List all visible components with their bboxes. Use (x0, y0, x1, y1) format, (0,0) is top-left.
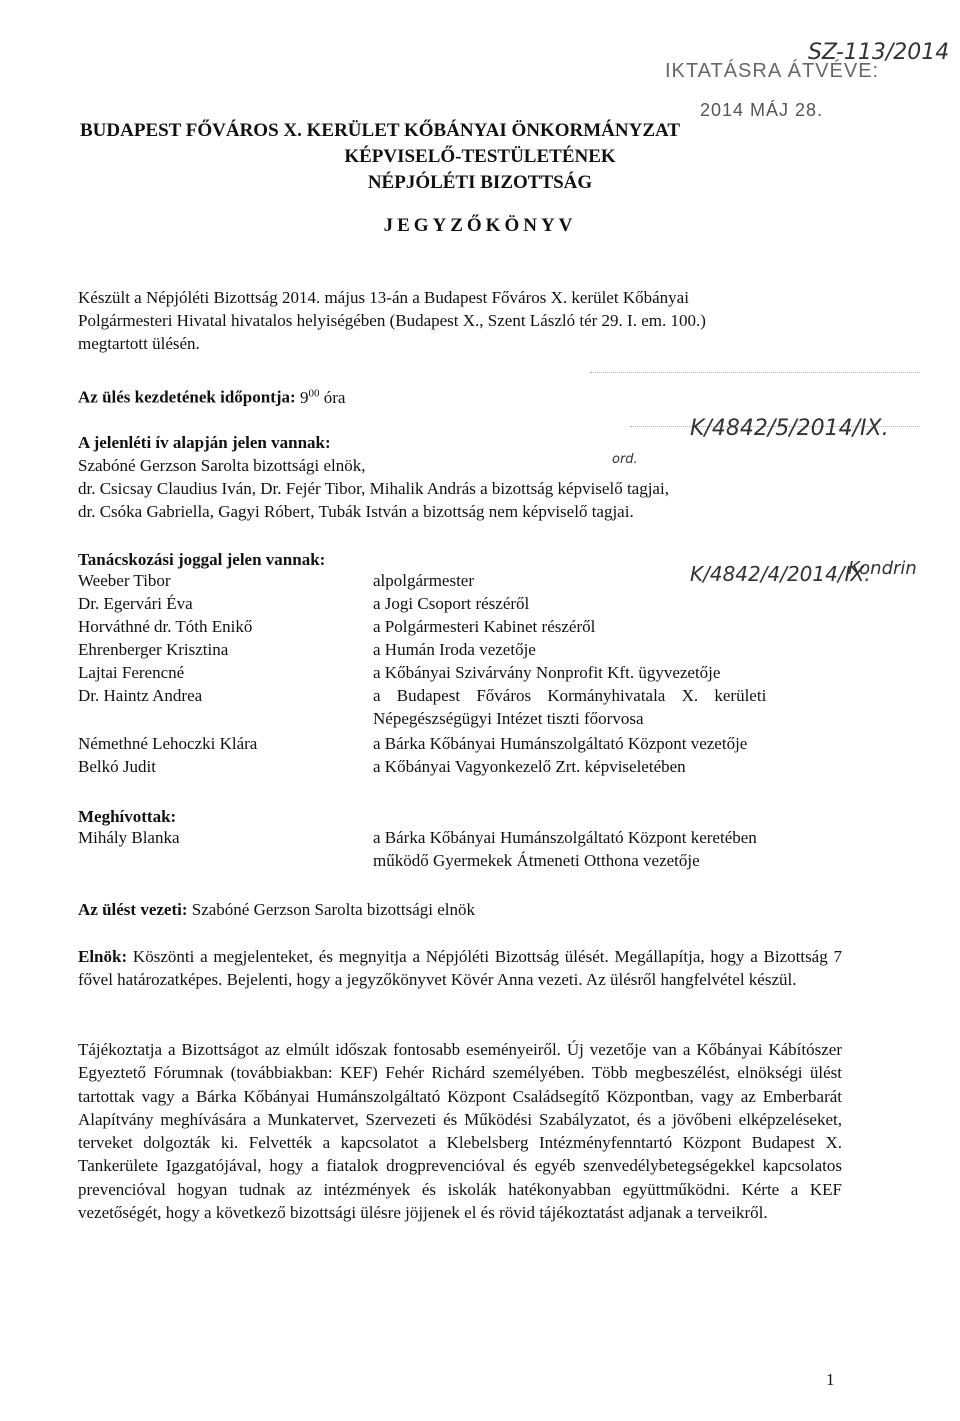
present-line-3: dr. Csóka Gabriella, Gagyi Róbert, Tubák István a bizottság nem képviselő tagjai. (78, 502, 634, 521)
present-heading: A jelenléti ív alapján jelen vannak: (78, 433, 331, 452)
header-line-2: KÉPVISELŐ-TESTÜLETÉNEK (344, 146, 616, 167)
advisory-heading: Tanácskozási joggal jelen vannak: (78, 550, 326, 569)
page-number: 1 (826, 1370, 835, 1389)
advisory-role-6: a Budapest Főváros Kormányhivatala X. kerületi (373, 686, 767, 705)
advisory-name-7: Némethné Lehoczki Klára (78, 734, 258, 753)
invited-role-cont: működő Gyermekek Átmeneti Otthona vezetője (373, 851, 700, 870)
advisory-name-5: Lajtai Ferencné (78, 663, 185, 682)
advisory-role-2: a Jogi Csoport részéről (373, 594, 530, 613)
paragraph-1-text: Köszönti a megjelenteket, és megnyitja a Népjóléti Bizottság ülését. Megállapítja, hogy a Bizottság 7 fővel határozatképes. Bejelenti, hogy a jegyzőkönyvet Kövér Anna vezeti. Az ülésről hangfelvétel készül. (78, 947, 843, 990)
header-line-1: BUDAPEST FŐVÁROS X. KERÜLET KŐBÁNYAI ÖNKORMÁNYZAT (80, 120, 680, 141)
start-unit: óra (323, 387, 346, 407)
date-stamp: 2014 MÁJ 28. (700, 100, 824, 120)
advisory-role-6-cont: Népegészségügyi Intézet tiszti főorvosa (373, 709, 644, 728)
speaker-label: Elnök: (78, 947, 128, 966)
received-stamp-label: IKTATÁSRA ÁTVÉVE: (665, 60, 880, 82)
intro-line-1: Készült a Népjóléti Bizottság 2014. május 13-án a Budapest Főváros X. kerület Kőbányai (78, 288, 689, 307)
invited-name: Mihály Blanka (78, 828, 180, 847)
advisory-name-6: Dr. Haintz Andrea (78, 686, 203, 705)
advisory-name-8: Belkó Judit (78, 757, 156, 776)
advisory-role-3: a Polgármesteri Kabinet részéről (373, 617, 596, 636)
advisory-role-8: a Kőbányai Vagyonkezelő Zrt. képviseletében (373, 757, 686, 776)
start-hour: 9 (299, 387, 309, 407)
intro-line-3: megtartott ülésén. (78, 334, 200, 353)
advisory-role-1: alpolgármester (373, 571, 475, 590)
chair-label: Az ülést vezeti: (78, 900, 188, 919)
advisory-name-4: Ehrenberger Krisztina (78, 640, 229, 659)
chair-line (78, 898, 475, 921)
advisory-role-7: a Bárka Kőbányai Humánszolgáltató Központ vezetője (373, 734, 748, 753)
advisory-role-5: a Kőbányai Szivárvány Nonprofit Kft. ügyvezetője (373, 663, 721, 682)
chair-value: Szabóné Gerzson Sarolta bizottsági elnök (191, 900, 476, 919)
invited-role: a Bárka Kőbányai Humánszolgáltató Központ keretében (373, 828, 757, 847)
advisory-role-4: a Humán Iroda vezetője (373, 640, 536, 659)
advisory-name-2: Dr. Egervári Éva (78, 594, 193, 613)
document-title: JEGYZŐKÖNYV (383, 215, 577, 236)
advisory-name-1: Weeber Tibor (78, 571, 171, 590)
header-line-3: NÉPJÓLÉTI BIZOTTSÁG (367, 172, 593, 193)
start-time-label: Az ülés kezdetének időpontja: (78, 387, 296, 407)
handwritten-annotation-small: ord. (612, 452, 638, 467)
handwritten-signature: Kondrin (848, 558, 917, 579)
invited-heading: Meghívottak: (78, 807, 177, 826)
start-time (78, 382, 345, 409)
paragraph-chair-opening (78, 945, 842, 992)
intro-line-2: Polgármesteri Hivatal hivatalos helyiségében (Budapest X., Szent László tér 29. I. em. 100.) (78, 311, 706, 330)
handwritten-reference: SZ-113/2014 (808, 40, 950, 65)
handwritten-annotation-2: K/4842/4/2014/IX. (690, 562, 871, 586)
present-line-2: dr. Csicsay Claudius Iván, Dr. Fejér Tibor, Mihalik András a bizottság képviselő tagjai, (78, 479, 669, 498)
present-line-1: Szabóné Gerzson Sarolta bizottsági elnök, (78, 456, 366, 475)
handwritten-annotation-1: K/4842/5/2014/IX. (690, 416, 889, 441)
start-minutes: 00 (308, 387, 320, 399)
advisory-name-3: Horváthné dr. Tóth Enikő (78, 617, 253, 636)
paragraph-information: Tájékoztatja a Bizottságot az elmúlt időszak fontosabb eseményeiről. Új vezetője van a Kőbányai Kábítószer Egyeztető Fórumnak (továbbiakban: KEF) Fehér Richárd személyében. Több megbeszélést, elnökségi ülést tartottak vagy a Bárka Kőbányai Humánszolgáltató Központ Családsegítő Központban, vagy az Emberbarát Alapítvány meghívására a Munkatervet, Szervezeti és Működési Szabályzatot, és a jövőbeni elképzeléseket, terveket dolgozták ki. Felvették a kapcsolatot a Klebelsberg Intézményfenntartó Központ Budapest X. Tankerülete Igazgatójával, hogy a fiatalok drogprevencióval és egyéb szenvedélybetegségekkel kapcsolatos prevencióval hogyan tudnak az intézmények és iskolák hatékonyabban együttműködni. Kérte a KEF vezetőségét, hogy a következő bizottsági ülésre jöjjenek el és rövid tájékoztatást adjanak a terveikről. (78, 1040, 842, 1223)
